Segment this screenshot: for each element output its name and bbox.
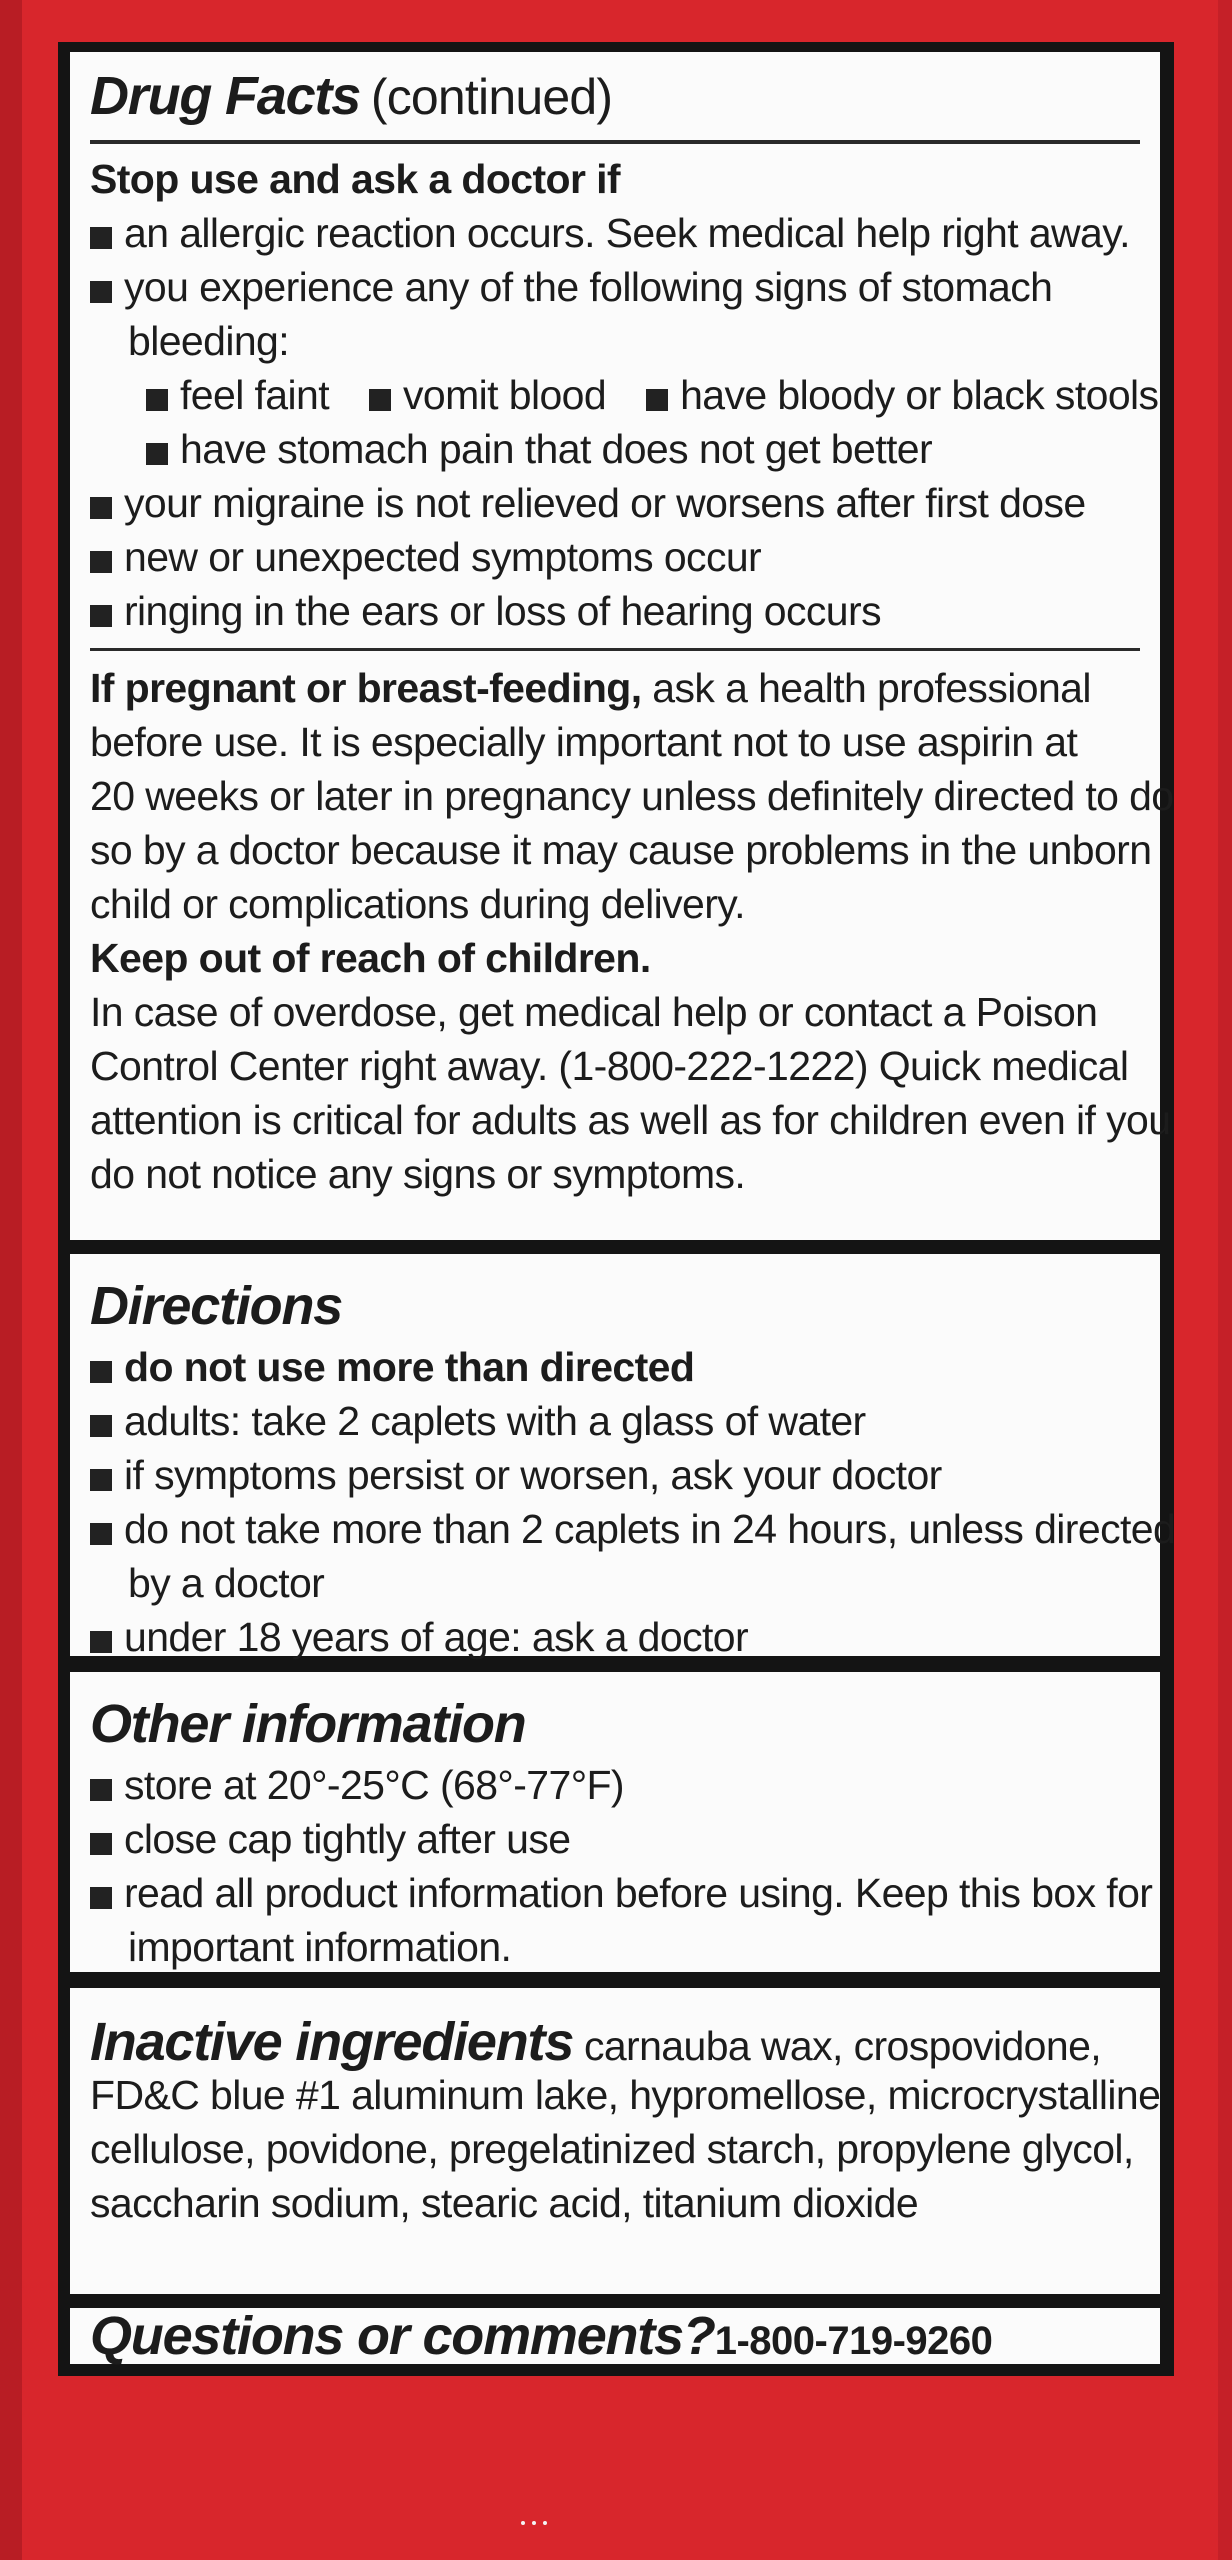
other-information-title: Other information xyxy=(90,1694,526,1754)
keep-out-line: do not notice any signs or symptoms. xyxy=(90,1151,746,1197)
list-item: new or unexpected symptoms occur xyxy=(90,530,1160,584)
list-item: read all product information before using. Keep this box for xyxy=(90,1866,1160,1920)
pregnant-warning-line: 20 weeks or later in pregnancy unless definitely directed to do xyxy=(90,773,1174,819)
questions-title: Questions or comments? xyxy=(90,2306,715,2366)
bullet-icon xyxy=(90,605,112,627)
keep-out-heading: Keep out of reach of children. xyxy=(90,935,651,981)
drug-facts-header xyxy=(90,52,1140,144)
list-item: ringing in the ears or loss of hearing occurs xyxy=(90,584,1160,638)
ingredients-line: cellulose, povidone, pregelatinized starch, propylene glycol, xyxy=(90,2126,1134,2172)
sub-item: have stomach pain that does not get better xyxy=(146,422,932,476)
list-item: close cap tightly after use xyxy=(90,1812,1160,1866)
directions-section xyxy=(70,1254,1176,1660)
keep-out-line: attention is critical for adults as well as for children even if you xyxy=(90,1097,1171,1143)
sub-item: feel faint xyxy=(146,368,329,422)
stomach-bleeding-signs xyxy=(90,422,1160,476)
drug-facts-panel xyxy=(58,42,1174,2376)
drug-facts-title: Drug Facts xyxy=(90,66,361,126)
keep-out-line: In case of overdose, get medical help or contact a Poison xyxy=(90,989,1098,1035)
bullet-icon xyxy=(646,389,668,411)
bullet-icon xyxy=(90,281,112,303)
inactive-ingredients-header: Inactive ingredients carnauba wax, crospovidone, xyxy=(90,2012,1102,2072)
pregnant-warning-line: before use. It is especially important not to use aspirin at xyxy=(90,719,1078,765)
pregnant-warning-line: child or complications during delivery. xyxy=(90,881,745,927)
inactive-ingredients-section xyxy=(70,1988,1160,2294)
questions-section xyxy=(70,2308,1160,2364)
box-edge-right xyxy=(1218,0,1232,2560)
sub-item: vomit blood xyxy=(369,368,606,422)
bullet-icon xyxy=(90,551,112,573)
continued-label: (continued) xyxy=(370,69,613,125)
pregnant-warning: If pregnant or breast-feeding, ask a health professional xyxy=(90,665,1091,711)
list-item-continuation: by a doctor xyxy=(128,1560,325,1606)
list-item-continuation: important information. xyxy=(128,1924,512,1970)
bullet-icon xyxy=(146,389,168,411)
stomach-bleeding-signs xyxy=(90,368,1160,422)
drug-facts-section xyxy=(70,52,1174,1240)
list-item: your migraine is not relieved or worsens after first dose xyxy=(90,476,1160,530)
list-item: you experience any of the following signs of stomach xyxy=(90,260,1160,314)
bullet-icon xyxy=(90,1631,112,1653)
directions-title: Directions xyxy=(90,1276,343,1336)
list-item: store at 20°-25°C (68°-77°F) xyxy=(90,1758,1160,1812)
stop-use-heading: Stop use and ask a doctor if xyxy=(90,156,620,202)
ingredients-line: saccharin sodium, stearic acid, titanium dioxide xyxy=(90,2180,919,2226)
questions-row xyxy=(90,2308,1160,2369)
list-item: do not take more than 2 caplets in 24 hours, unless directed xyxy=(90,1502,1160,1556)
bullet-icon xyxy=(369,389,391,411)
list-item: do not use more than directed xyxy=(90,1340,1160,1394)
decorative-mark xyxy=(520,2518,548,2528)
list-item: adults: take 2 caplets with a glass of water xyxy=(90,1394,1160,1448)
bullet-icon xyxy=(90,1779,112,1801)
bullet-icon xyxy=(90,227,112,249)
bullet-icon xyxy=(90,1887,112,1909)
bullet-icon xyxy=(90,1469,112,1491)
bullet-icon xyxy=(90,1523,112,1545)
bullet-icon xyxy=(90,497,112,519)
questions-phone: 1-800-719-9260 xyxy=(714,2319,993,2363)
list-item: an allergic reaction occurs. Seek medical help right away. xyxy=(90,206,1160,260)
pregnant-warning-line: so by a doctor because it may cause problems in the unborn xyxy=(90,827,1152,873)
list-item: if symptoms persist or worsen, ask your doctor xyxy=(90,1448,1160,1502)
bullet-icon xyxy=(90,1361,112,1383)
other-information-section xyxy=(70,1672,1160,1972)
list-item-continuation: bleeding: xyxy=(128,318,290,364)
bullet-icon xyxy=(90,1833,112,1855)
bullet-icon xyxy=(146,443,168,465)
bullet-icon xyxy=(90,1415,112,1437)
ingredients-line: FD&C blue #1 aluminum lake, hypromellose, microcrystalline xyxy=(90,2072,1161,2118)
list-item: under 18 years of age: ask a doctor xyxy=(90,1610,1160,1664)
divider xyxy=(90,648,1140,651)
inactive-ingredients-title: Inactive ingredients xyxy=(90,2012,574,2072)
sub-item: have bloody or black stools xyxy=(646,368,1158,422)
keep-out-line: Control Center right away. (1-800-222-1222) Quick medical xyxy=(90,1043,1129,1089)
box-edge-left xyxy=(0,0,22,2560)
